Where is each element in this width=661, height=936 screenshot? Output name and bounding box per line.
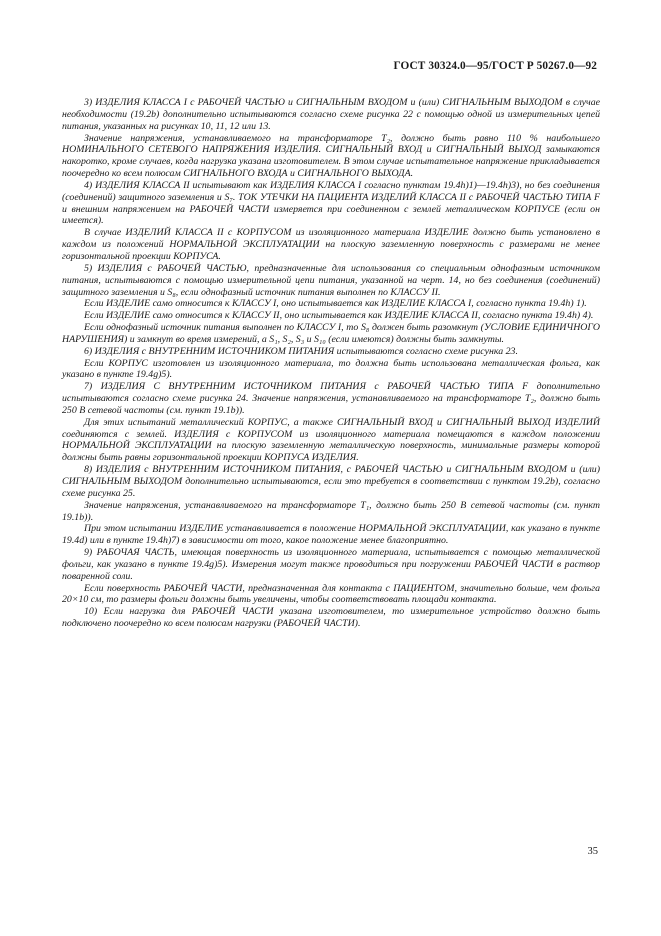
paragraph: Значение напряжения, устанавливаемого на трансформаторе T₁, должно быть 250 В сетевой частоты (см. пункт 19.1b)).	[62, 499, 600, 523]
paragraph: Если поверхность РАБОЧЕЙ ЧАСТИ, предназначенная для контакта с ПАЦИЕНТОМ, значительно больше, чем фольга 20×10 см, то размеры фольги должны быть увеличены, чтобы соответствовать площади контакта.	[62, 582, 600, 606]
paragraph: При этом испытании ИЗДЕЛИЕ устанавливается в положение НОРМАЛЬНОЙ ЭКСПЛУАТАЦИИ, как указано в пункте 19.4d) или в пункте 19.4h)7) в зависимости от того, какое положение менее благоприятно.	[62, 523, 600, 547]
paragraph: 8) ИЗДЕЛИЯ с ВНУТРЕННИМ ИСТОЧНИКОМ ПИТАНИЯ, с РАБОЧЕЙ ЧАСТЬЮ и СИГНАЛЬНЫМ ВХОДОМ и (или) СИГНАЛЬНЫМ ВЫХОДОМ дополнительно испытываются, если это требуется в соответствии с пунктом 19.2b), согласно схеме рисунка 25.	[62, 464, 600, 499]
page-number: 35	[587, 846, 598, 857]
paragraph: 10) Если нагрузка для РАБОЧЕЙ ЧАСТИ указана изготовителем, то измерительное устройство должно быть подключено поочередно ко всем полюсам нагрузки (РАБОЧЕЙ ЧАСТИ).	[62, 606, 600, 630]
paragraph: Если КОРПУС изготовлен из изоляционного материала, то должна быть использована металлическая фольга, как указано в пункте 19.4g)5).	[62, 357, 600, 381]
paragraph: 9) РАБОЧАЯ ЧАСТЬ, имеющая поверхность из изоляционного материала, испытывается с помощью металлической фольги, как указано в пункте 19.4g)5). Измерения могут также проводиться при погружении РАБОЧЕЙ ЧАСТИ в раствор поваренной соли.	[62, 547, 600, 582]
paragraph: 5) ИЗДЕЛИЯ с РАБОЧЕЙ ЧАСТЬЮ, предназначенные для использования со специальным однофазным источником питания, испытываются с помощью измерительной цепи питания, указанной на черт. 14, но без соединения (соединений) защитного заземления и S₈, если однофазный источник питания выполнен по КЛАССУ II.	[62, 262, 600, 298]
document-body	[62, 97, 600, 630]
paragraph: Значение напряжения, устанавливаемого на трансформаторе T₂, должно быть равно 110 % наибольшего НОМИНАЛЬНОГО СЕТЕВОГО НАПРЯЖЕНИЯ ИЗДЕЛИЯ. СИГНАЛЬНЫЙ ВХОД и СИГНАЛЬНЫЙ ВЫХОД замыкаются накоротко, кроме случаев, когда нагрузка указана изготовителем. В этом случае испытательное напряжение прикладывается поочередно ко всем полюсам СИГНАЛЬНОГО ВХОДА и СИГНАЛЬНОГО ВЫХОДА.	[62, 132, 600, 180]
paragraph: 6) ИЗДЕЛИЯ с ВНУТРЕННИМ ИСТОЧНИКОМ ПИТАНИЯ испытываются согласно схеме рисунка 23.	[84, 345, 518, 357]
document-header: ГОСТ 30324.0—95/ГОСТ Р 50267.0—92	[393, 60, 597, 72]
paragraph: 7) ИЗДЕЛИЯ С ВНУТРЕННИМ ИСТОЧНИКОМ ПИТАНИЯ с РАБОЧЕЙ ЧАСТЬЮ ТИПА F дополнительно испытываются согласно схеме рисунка 24. Значение напряжения, устанавливаемого на трансформаторе T₂, должно быть 250 В сетевой частоты (см. пункт 19.1b)).	[62, 381, 600, 416]
paragraph: Если однофазный источник питания выполнен по КЛАССУ I, то S₈ должен быть разомкнут (УСЛОВИЕ ЕДИНИЧНОГО НАРУШЕНИЯ) и замкнут во время измерений, а S₁, S₂, S₃ и S₁₀ (если имеются) должны быть замкнуты.	[62, 322, 600, 345]
paragraph: 4) ИЗДЕЛИЯ КЛАССА II испытывают как ИЗДЕЛИЯ КЛАССА I согласно пунктам 19.4h)1)—19.4h)3), но без соединения (соединений) защитного заземления и S₇. ТОК УТЕЧКИ НА ПАЦИЕНТА ИЗДЕЛИЙ КЛАССА II с РАБОЧЕЙ ЧАСТЬЮ ТИПА F и внешним напряжением на РАБОЧЕЙ ЧАСТИ измеряется при соединенном с землей металлическом КОРПУСЕ (если он имеется).	[62, 179, 600, 227]
paragraph: 3) ИЗДЕЛИЯ КЛАССА I с РАБОЧЕЙ ЧАСТЬЮ и СИГНАЛЬНЫМ ВХОДОМ и (или) СИГНАЛЬНЫМ ВЫХОДОМ в случае необходимости (19.2b) дополнительно испытываются согласно схеме рисунка 22 с помощью одной из измерительных цепей питания, указанных на рисунках 10, 11, 12 или 13.	[62, 97, 600, 132]
paragraph: Для этих испытаний металлический КОРПУС, а также СИГНАЛЬНЫЙ ВХОД и СИГНАЛЬНЫЙ ВЫХОД ИЗДЕЛИЙ соединяются с землей. ИЗДЕЛИЯ с КОРПУСОМ из изоляционного материала помещаются в каждом положении НОРМАЛЬНОЙ ЭКСПЛУАТАЦИИ на плоскую заземленную металлическую поверхность, минимальные размеры которой должны быть равны горизонтальной проекции КОРПУСА ИЗДЕЛИЯ.	[62, 416, 600, 464]
paragraph: В случае ИЗДЕЛИЙ КЛАССА II с КОРПУСОМ из изоляционного материала ИЗДЕЛИЕ должно быть установлено в каждом из положений НОРМАЛЬНОЙ ЭКСПЛУАТАЦИИ на плоскую заземленную поверхность с размерами не менее горизонтальной проекции КОРПУСА.	[62, 227, 600, 262]
paragraph: Если ИЗДЕЛИЕ само относится к КЛАССУ I, оно испытывается как ИЗДЕЛИЕ КЛАССА I, согласно пункта 19.4h) 1).	[84, 298, 587, 310]
paragraph: Если ИЗДЕЛИЕ само относится к КЛАССУ II, оно испытывается как ИЗДЕЛИЕ КЛАССА II, согласно пункта 19.4h) 4).	[84, 310, 594, 322]
